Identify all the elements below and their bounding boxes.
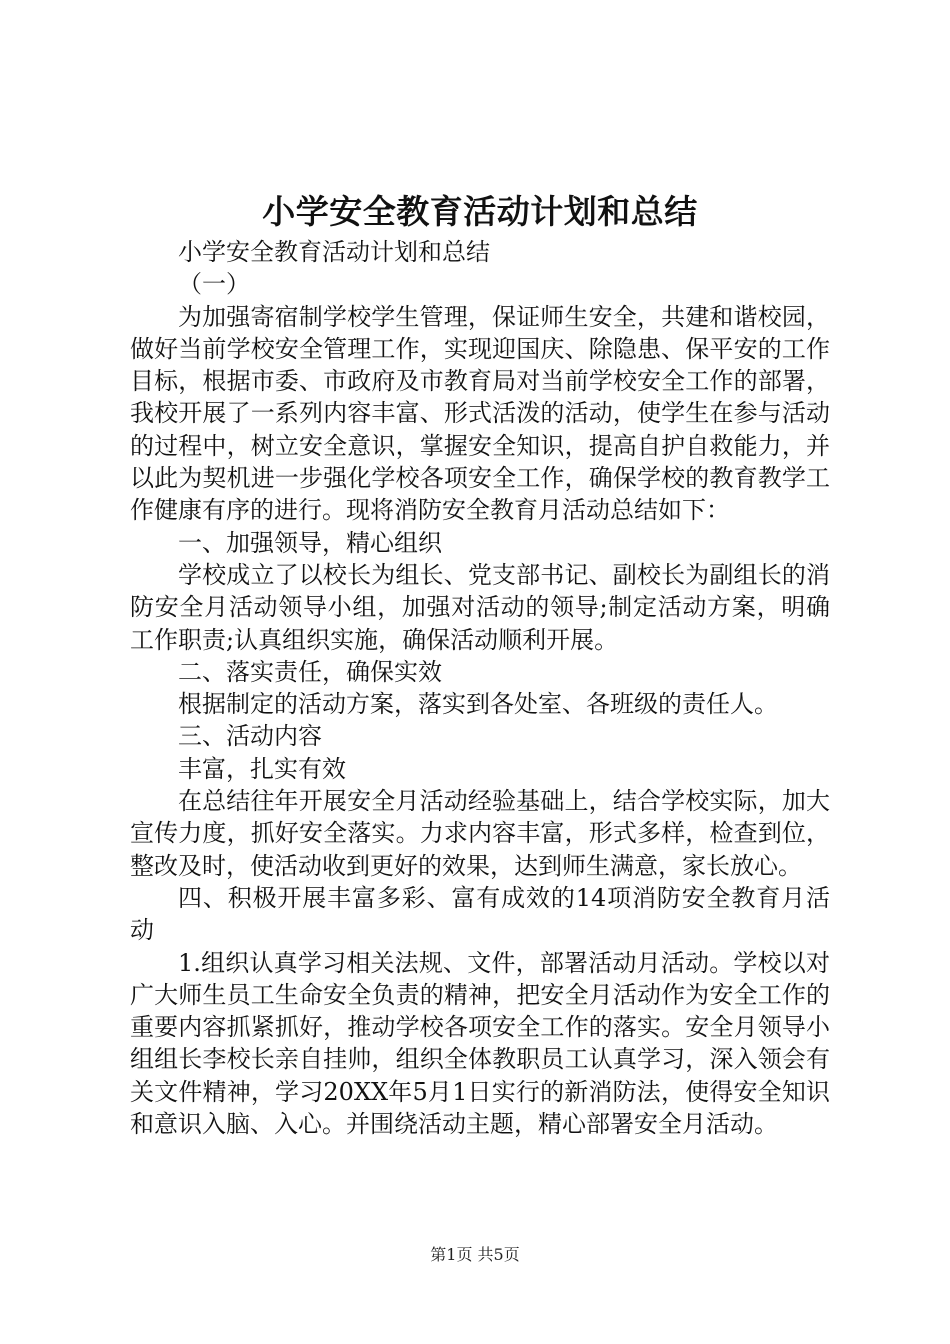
heading-section-1: 一、加强领导，精心组织 (178, 528, 442, 557)
document-body (130, 236, 830, 1140)
heading-section-3: 三、活动内容 (178, 722, 322, 751)
page-footer: 第1页 共5页 (430, 1245, 520, 1264)
paragraph-subtitle: 小学安全教育活动计划和总结 (178, 238, 490, 266)
paragraph-section-2: 根据制定的活动方案，落实到各处室、各班级的责任人。 (178, 690, 778, 719)
heading-section-3-cont: 丰富，扎实有效 (178, 754, 346, 783)
paragraph-section-marker: （一） (178, 270, 250, 299)
paragraph-intro: 为加强寄宿制学校学生管理，保证师生安全，共建和谐校园，做好当前学校安全管理工作，实现迎国庆、除隐患、保平安的工作目标，根据市委、市政府及市教育局对当前学校安全工作的部署，我校开展了一系列内容丰富、形式活泼的活动，使学生在参与活动的过程中，树立安全意识，掌握安全知识，提高自护自救能力，并以此为契机进一步强化学校各项安全工作，确保学校的教育教学工作健康有序的进行。现将消防安全教育月活动总结如下： (130, 302, 830, 525)
paragraph-section-3: 在总结往年开展安全月活动经验基础上，结合学校实际，加大宣传力度，抓好安全落实。力求内容丰富，形式多样，检查到位，整改及时，使活动收到更好的效果，达到师生满意，家长放心。 (130, 787, 830, 880)
paragraph-item-1: 1.组织认真学习相关法规、文件，部署活动月活动。学校以对广大师生员工生命安全负责的精神，把安全月活动作为安全工作的重要内容抓紧抓好，推动学校各项安全工作的落实。安全月领导小组组长李校长亲自挂帅，组织全体教职员工认真学习，深入领会有关文件精神，学习20XX年5月1日实行的新消防法，使得安全知识和意识入脑、入心。并围绕活动主题，精心部署安全月活动。 (130, 948, 830, 1139)
heading-section-4: 四、积极开展丰富多彩、富有成效的14项消防安全教育月活动 (130, 883, 830, 945)
document-page (130, 0, 830, 1344)
heading-section-2: 二、落实责任，确保实效 (178, 657, 442, 686)
document-title: 小学安全教育活动计划和总结 (262, 192, 698, 231)
paragraph-section-1: 学校成立了以校长为组长、党支部书记、副校长为副组长的消防安全月活动领导小组，加强对活动的领导;制定活动方案，明确工作职责;认真组织实施，确保活动顺利开展。 (130, 560, 830, 654)
